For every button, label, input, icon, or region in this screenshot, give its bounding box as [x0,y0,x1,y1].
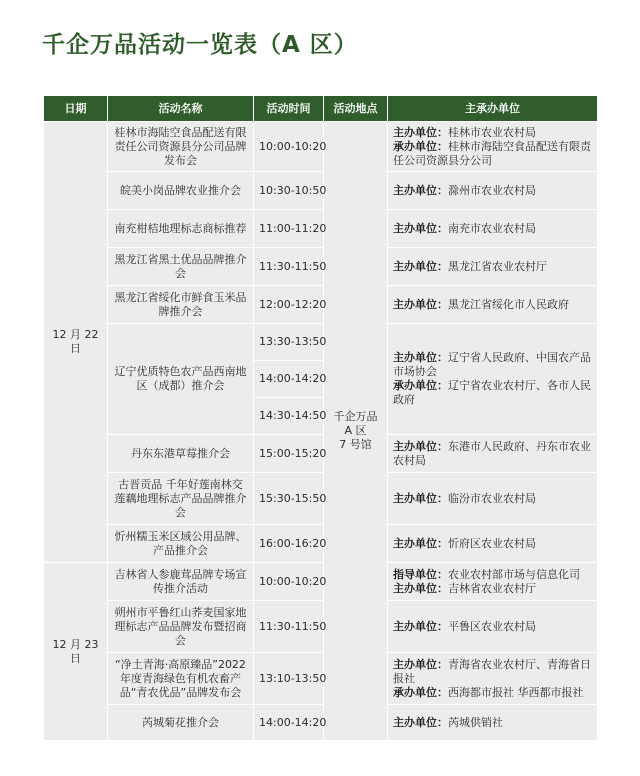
org-text: 芮城供销社 [448,715,503,729]
org-text: 桂林市农业农村局 [448,125,536,139]
org-label: 主办单位： [393,491,448,505]
activity-name: 桂林市海陆空食品配送有限责任公司资源县分公司品牌发布会 [108,122,254,172]
header-name: 活动名称 [108,96,254,122]
table-row [44,210,598,248]
activity-time: 15:30-15:50 [254,473,324,525]
header-date: 日期 [44,96,108,122]
organizer-cell [388,172,598,210]
organizer-cell [388,653,598,705]
activity-time: 12:00-12:20 [254,286,324,324]
org-label: 主办单位： [393,536,448,550]
activity-time: 10:00-10:20 [254,122,324,172]
activity-time: 15:00-15:20 [254,435,324,473]
activity-name: 黑龙江省绥化市鲜食玉米品牌推介会 [108,286,254,324]
table-row [44,435,598,473]
org-text: 桂林市海陆空食品配送有限责任公司资源县分公司 [393,139,591,167]
org-label: 主办单位： [393,439,448,453]
org-label: 主办单位： [393,183,448,197]
table-row [44,286,598,324]
activity-time: 11:30-11:50 [254,248,324,286]
org-label: 主办单位： [393,351,448,364]
activity-time: 13:30-13:50 [254,324,324,361]
org-label: 主办单位： [393,221,448,235]
header-time: 活动时间 [254,96,324,122]
org-text: 西海都市报社 华西都市报社 [448,685,584,699]
org-label: 主办单位： [393,259,448,273]
table-row [44,705,598,741]
org-text: 南充市农业农村局 [448,221,536,235]
organizer-cell [388,601,598,653]
org-text: 东港市人民政府、丹东市农业农村局 [393,439,591,467]
table-row [44,601,598,653]
org-label: 主办单位： [393,619,448,633]
activity-time: 10:00-10:20 [254,563,324,601]
activity-name: 丹东东港草莓推介会 [108,435,254,473]
table-row [44,563,598,601]
activity-name: 忻州糯玉米区域公用品牌、产品推介会 [108,525,254,563]
activity-name: 芮城菊花推介会 [108,705,254,741]
activity-time: 10:30-10:50 [254,172,324,210]
org-label: 主办单位： [393,715,448,729]
table-row [44,248,598,286]
activity-time: 14:00-14:20 [254,361,324,398]
organizer-cell [388,248,598,286]
activity-time: 11:30-11:50 [254,601,324,653]
organizer-cell [388,435,598,473]
org-text: 辽宁省农业农村厅、各市人民政府 [393,379,591,406]
activity-name: “净土青海·高原臻品”2022 年度青海绿色有机农畜产品“青农优品”品牌发布会 [108,653,254,705]
date-cell: 12 月 22 日 [44,122,108,563]
org-label: 主办单位： [393,297,448,311]
organizer-cell [388,210,598,248]
org-label: 承办单位： [393,139,448,153]
org-label: 承办单位： [393,685,448,699]
org-text: 平鲁区农业农村局 [448,619,536,633]
date-cell: 12 月 23 日 [44,563,108,741]
location-cell [324,122,388,741]
activity-time: 14:00-14:20 [254,705,324,741]
org-text: 农业农村部市场与信息化司 [448,567,580,581]
org-text: 黑龙江省绥化市人民政府 [448,297,569,311]
org-label: 主办单位： [393,657,448,671]
org-text: 临汾市农业农村局 [448,491,536,505]
org-text: 辽宁省人民政府、中国农产品市场协会 [393,351,591,378]
organizer-cell [388,122,598,172]
organizer-cell [388,324,598,435]
organizer-cell [388,563,598,601]
activity-name: 吉林省人参鹿茸品牌专场宣传推介活动 [108,563,254,601]
table-row [44,525,598,563]
header-location: 活动地点 [324,96,388,122]
org-label: 承办单位： [393,379,448,392]
table-row [44,473,598,525]
org-text: 青海省农业农村厅、青海省日报社 [393,657,591,685]
page-title: 千企万品活动一览表（A 区） [42,32,358,58]
activity-name: 辽宁优质特色农产品西南地区（成都）推介会 [108,324,254,435]
org-text: 忻府区农业农村局 [448,536,536,550]
location-line: 千企万品 [333,410,378,423]
header-organizer: 主承办单位 [388,96,598,122]
organizer-cell [388,525,598,563]
activity-time: 13:10-13:50 [254,653,324,705]
org-label: 主办单位： [393,125,448,139]
location-line: 7 号馆 [339,438,372,451]
activity-table [43,95,598,741]
table-row [44,324,598,361]
org-text: 黑龙江省农业农村厅 [448,259,547,273]
organizer-cell [388,286,598,324]
activity-time: 14:30-14:50 [254,398,324,435]
activity-name: 南充柑桔地理标志商标推荐 [108,210,254,248]
table-row [44,122,598,172]
table-row [44,653,598,705]
table-header-row [44,96,598,122]
activity-time: 16:00-16:20 [254,525,324,563]
organizer-cell [388,473,598,525]
activity-name: 皖美小岗品牌农业推介会 [108,172,254,210]
activity-time: 11:00-11:20 [254,210,324,248]
organizer-cell [388,705,598,741]
org-label: 主办单位： [393,581,448,595]
activity-name: 黑龙江省黑土优品品牌推介会 [108,248,254,286]
activity-name: 朔州市平鲁红山荞麦国家地理标志产品品牌发布暨招商会 [108,601,254,653]
org-label: 指导单位： [393,567,448,581]
org-text: 吉林省农业农村厅 [448,581,536,595]
activity-name: 古晋贡品 千年好莲南林交莲藕地理标志产品品牌推介会 [108,473,254,525]
table-row [44,172,598,210]
location-line: A 区 [344,424,367,437]
org-text: 滁州市农业农村局 [448,183,536,197]
